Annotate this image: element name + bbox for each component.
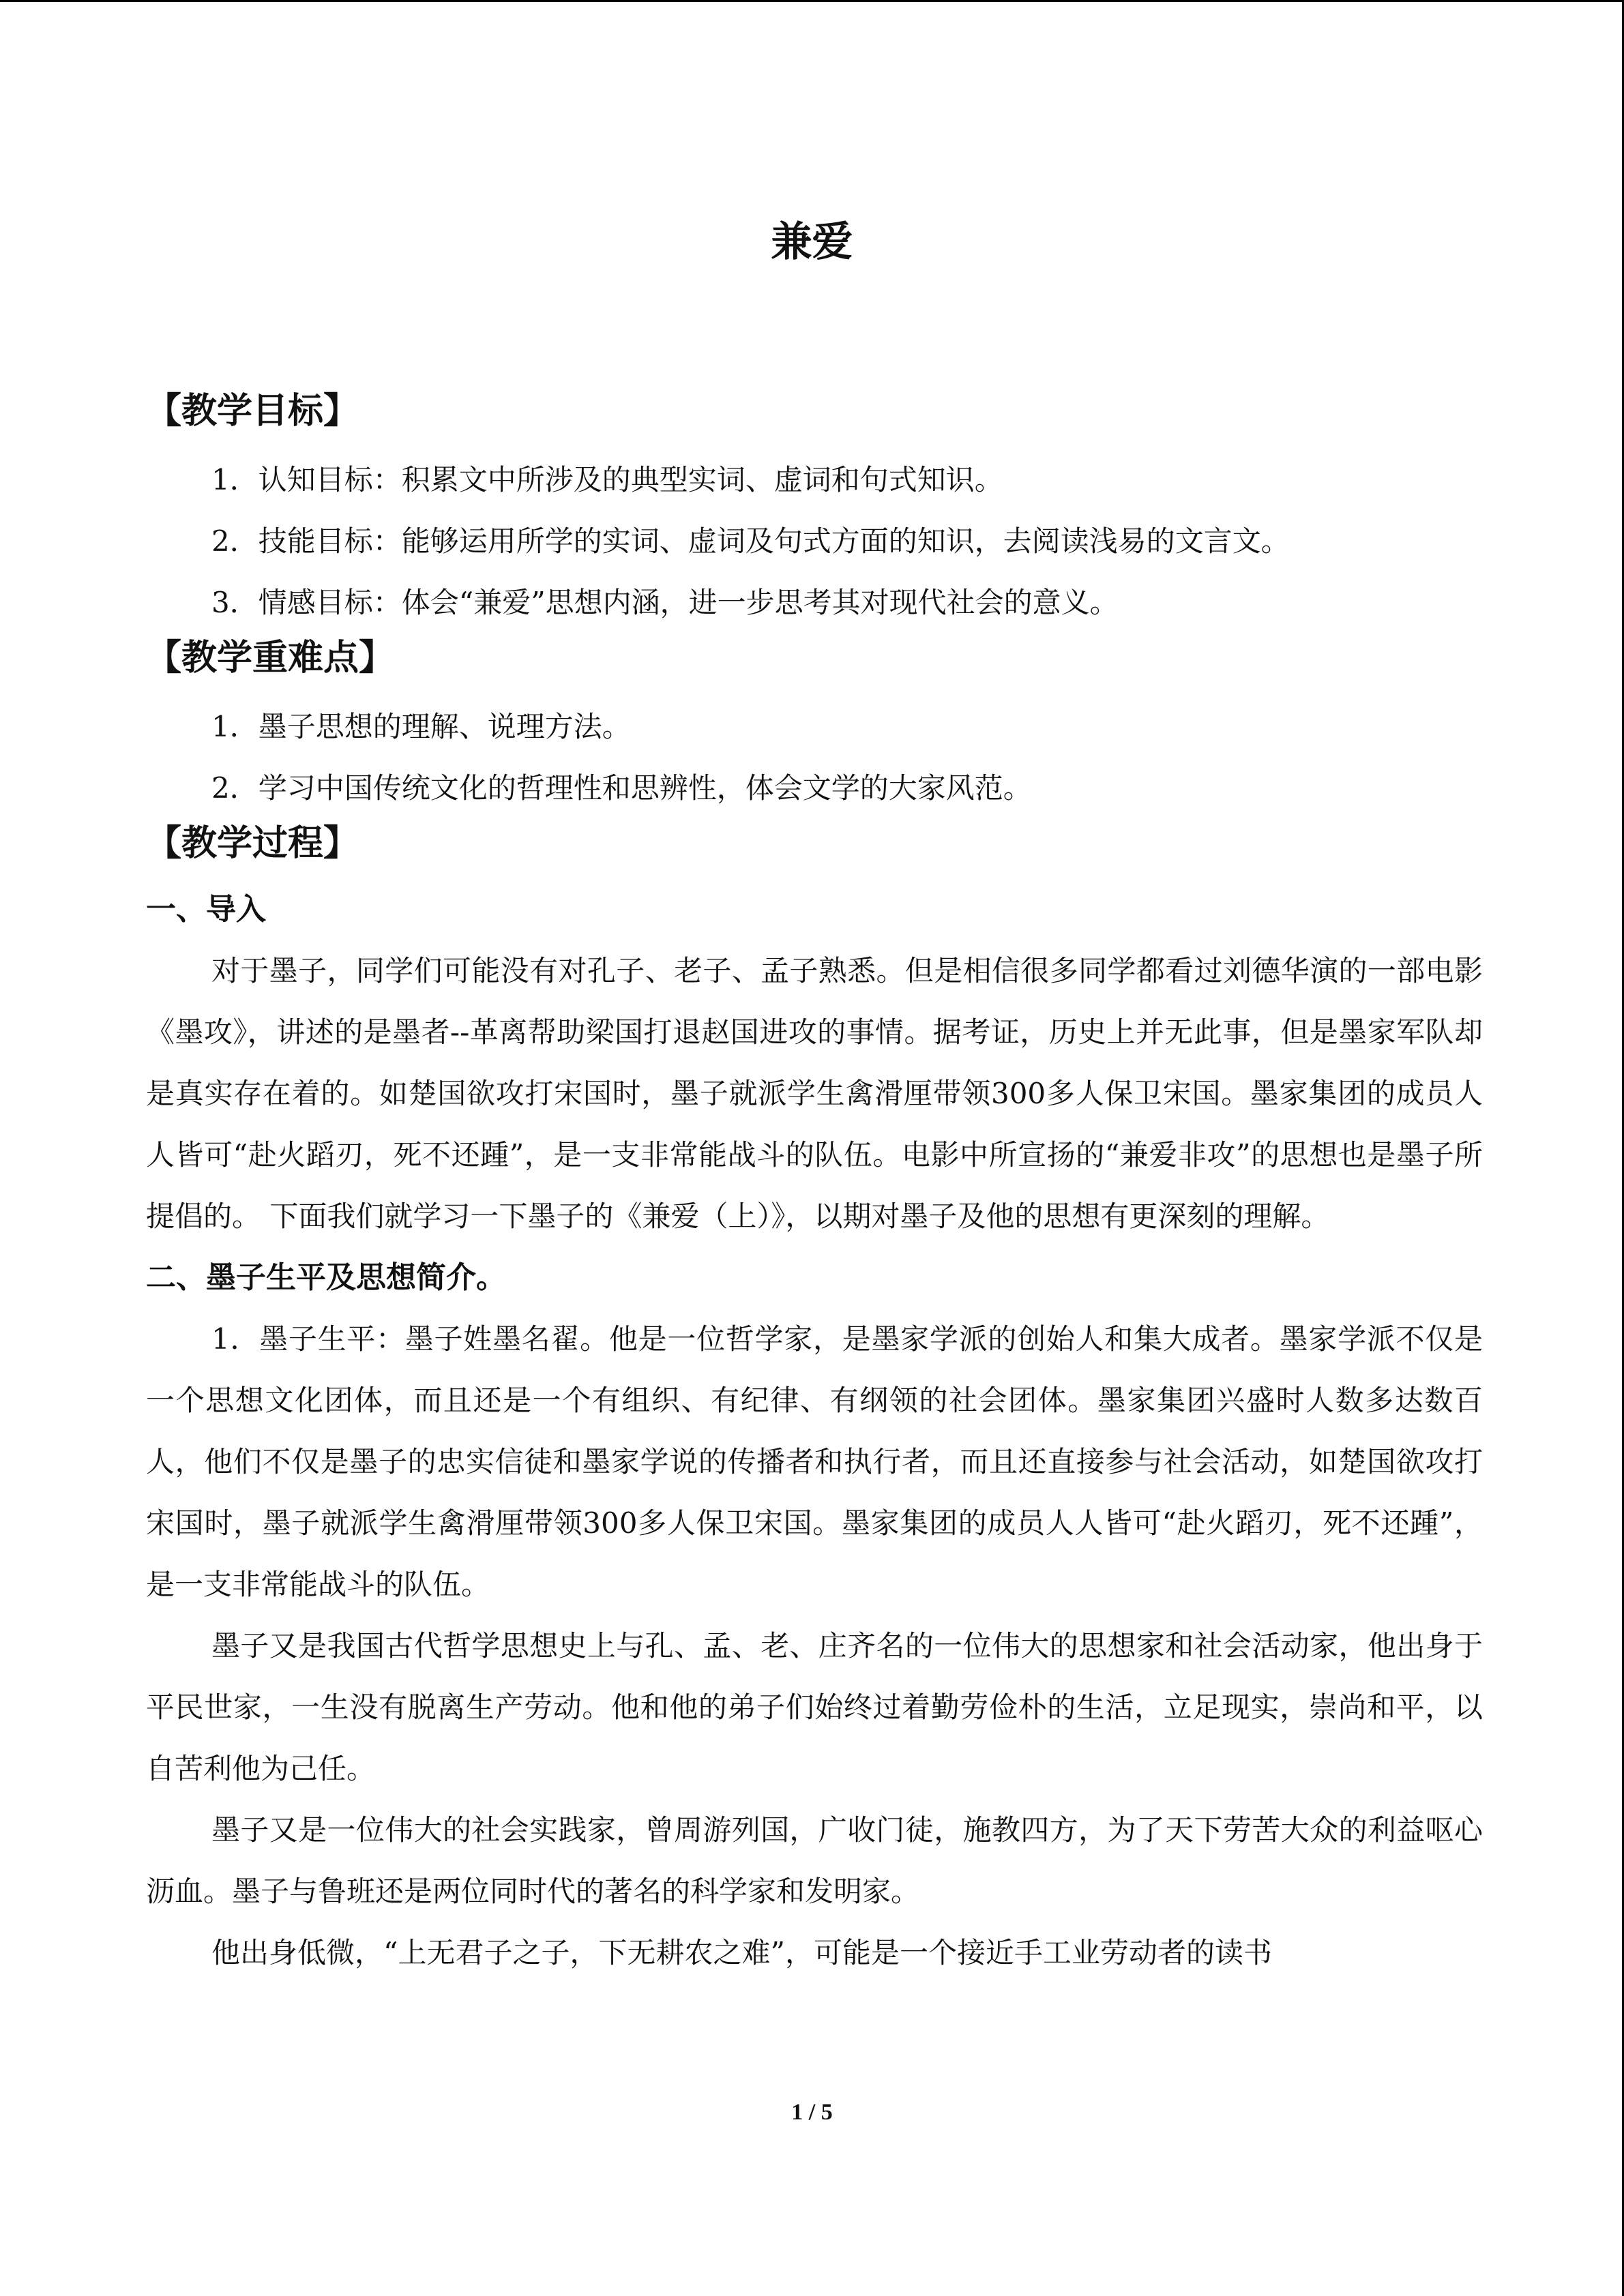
- biography-paragraph: 墨子又是一位伟大的社会实践家，曾周游列国，广收门徒，施教四方，为了天下劳苦大众的利益呕心沥血。墨子与鲁班还是两位同时代的著名的科学家和发明家。: [146, 1813, 1483, 1908]
- objective-item: 2．技能目标：能够运用所学的实词、虚词及句式方面的知识，去阅读浅易的文言文。: [211, 524, 1290, 558]
- key-point-item: 1．墨子思想的理解、说理方法。: [211, 710, 631, 743]
- objective-item: 3．情感目标：体会“兼爱”思想内涵，进一步思考其对现代社会的意义。: [211, 586, 1119, 619]
- page-number: 1 / 5: [791, 2100, 833, 2125]
- intro-paragraph: 对于墨子，同学们可能没有对孔子、老子、孟子熟悉。但是相信很多同学都看过刘德华演的一部电影《墨攻》，讲述的是墨者--革离帮助梁国打退赵国进攻的事情。据考证，历史上并无此事，但是墨家军队却是真实存在着的。如楚国欲攻打宋国时，墨子就派学生禽滑厘带领300多人保卫宋国。墨家集团的成员人人皆可“赴火蹈刃，死不还踵”，是一支非常能战斗的队伍。电影中所宣扬的“兼爱非攻”的思想也是墨子所提倡的。 下面我们就学习一下墨子的《兼爱（上）》，以期对墨子及他的思想有更深刻的理解。: [146, 954, 1483, 1233]
- document-title: 兼爱: [771, 218, 853, 266]
- objective-item: 1．认知目标：积累文中所涉及的典型实词、虚词和句式知识。: [211, 463, 1003, 496]
- document-body: [146, 384, 1483, 1984]
- biography-heading: 二、墨子生平及思想简介。: [146, 1260, 506, 1295]
- process-heading: 【教学过程】: [146, 823, 359, 864]
- key-point-item: 2．学习中国传统文化的哲理性和思辨性，体会文学的大家风范。: [211, 771, 1032, 805]
- intro-heading: 一、导入: [146, 892, 266, 927]
- biography-paragraph: 1．墨子生平：墨子姓墨名翟。他是一位哲学家，是墨家学派的创始人和集大成者。墨家学派不仅是一个思想文化团体，而且还是一个有组织、有纪律、有纲领的社会团体。墨家集团兴盛时人数多达数百人，他们不仅是墨子的忠实信徒和墨家学说的传播者和执行者，而且还直接参与社会活动，如楚国欲攻打宋国时，墨子就派学生禽滑厘带领300多人保卫宋国。墨家集团的成员人人皆可“赴火蹈刃，死不还踵”，是一支非常能战斗的队伍。: [146, 1322, 1483, 1601]
- biography-paragraph: 他出身低微，“上无君子之子，下无耕农之难”，可能是一个接近手工业劳动者的读书: [211, 1936, 1272, 1969]
- key-points-heading: 【教学重难点】: [146, 638, 395, 679]
- biography-paragraph: 墨子又是我国古代哲学思想史上与孔、孟、老、庄齐名的一位伟大的思想家和社会活动家，他出身于平民世家，一生没有脱离生产劳动。他和他的弟子们始终过着勤劳俭朴的生活，立足现实，崇尚和平，以自苦利他为己任。: [146, 1629, 1483, 1785]
- objectives-heading: 【教学目标】: [146, 391, 359, 432]
